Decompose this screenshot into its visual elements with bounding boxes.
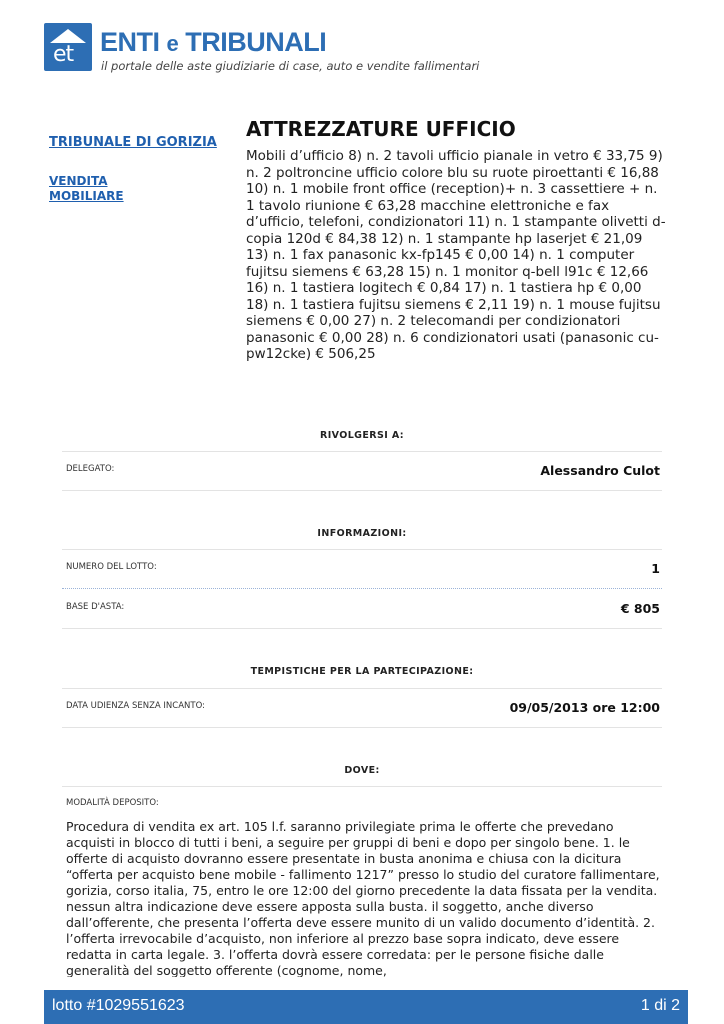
lotto-value: 1 bbox=[651, 561, 660, 576]
category-link[interactable]: VENDITA MOBILIARE bbox=[49, 174, 124, 203]
delegato-value: Alessandro Culot bbox=[540, 463, 660, 478]
udienza-row bbox=[62, 688, 662, 728]
info-heading: INFORMAZIONI: bbox=[317, 528, 407, 539]
where-heading: DOVE: bbox=[344, 765, 380, 776]
base-asta-value: € 805 bbox=[620, 601, 660, 616]
tribunale-link[interactable]: TRIBUNALE DI GORIZIA bbox=[49, 135, 217, 150]
contact-heading: RIVOLGERSI A: bbox=[320, 430, 404, 441]
lotto-label: NUMERO DEL LOTTO: bbox=[66, 562, 157, 572]
page-footer bbox=[44, 990, 688, 1024]
udienza-value: 09/05/2013 ore 12:00 bbox=[509, 700, 660, 715]
logo-title: ENTI e TRIBUNALI bbox=[100, 27, 327, 57]
lotto-row bbox=[62, 549, 662, 589]
delegato-row bbox=[62, 451, 662, 491]
logo-tagline: il portale delle aste giudiziarie di case, auto e vendite fallimentari bbox=[101, 59, 480, 73]
house-icon bbox=[44, 23, 92, 71]
footer-page-number: 1 di 2 bbox=[640, 997, 680, 1014]
deposito-text: Procedura di vendita ex art. 105 l.f. saranno privilegiate prima le offerte che prevedano acquisti in blocco di tutti i beni, a seguire per gruppi di beni e dopo per singolo bene. 1. le offerte di acquisto dovranno essere presentate in busta anonima e chiusa con la dicitura “offerta per acquisto bene mobile - fallimento 1217” presso lo studio del curatore fallimentare, gorizia, corso italia, 75, entro le ore 12:00 del giorno precedente la data fissata per la vendita. nessun altra indicazione deve essere apposta sulla busta. il soggetto, anche diverso dall’offerente, che presenta l’offerta deve essere munito di un valido documento d’identità. 2. l’offerta irrevocabile d’acquisto, non inferiore al prezzo base sopra indicato, deve essere redatta in carta legale. 3. l’offerta dovrà essere corredata: per le persone fisiche dalle generalità del soggetto offerente (cognome, nome, bbox=[66, 819, 660, 977]
footer-lotto-id: lotto #1029551623 bbox=[52, 997, 185, 1014]
lot-description: Mobili d’ufficio 8) n. 2 tavoli ufficio pianale in vetro € 33,75 9) n. 2 poltroncine ufficio colore blu su ruote piroettanti € 16,88 10) n. 1 mobile front office (reception)+ n. 3 cassettiere + n. 1 tavolo riunione € 63,28 macchine elettroniche e fax d’ufficio, telefoni, condizionatori 11) n. 1 stampante olivetti d-copia 120d € 84,38 12) n. 1 stampante hp laserjet € 21,09 13) n. 1 fax panasonic kx-fp145 € 0,00 14) n. 1 computer fujitsu siemens € 63,28 15) n. 1 monitor q-bell l91c € 12,66 16) n. 1 tastiera logitech € 0,84 17) n. 1 tastiera hp € 0,00 18) n. 1 tastiera fujitsu siemens € 2,11 19) n. 1 mouse fujitsu siemens € 0,00 27) n. 2 telecomandi per condizionatori panasonic € 0,00 28) n. 6 condizionatori usati (panasonic cu-pw12cke) € 506,25 bbox=[246, 148, 666, 362]
lot-title: ATTREZZATURE UFFICIO bbox=[246, 117, 516, 141]
base-asta-row bbox=[62, 590, 662, 629]
base-asta-label: BASE D'ASTA: bbox=[66, 602, 125, 612]
logo-icon-text: et bbox=[53, 42, 74, 67]
sidebar bbox=[49, 135, 229, 204]
site-logo[interactable] bbox=[44, 23, 480, 79]
deposito-label: MODALITÀ DEPOSITO: bbox=[66, 798, 159, 808]
delegato-label: DELEGATO: bbox=[66, 464, 115, 474]
timing-heading: TEMPISTICHE PER LA PARTECIPAZIONE: bbox=[250, 666, 474, 677]
where-divider bbox=[62, 786, 662, 787]
udienza-label: DATA UDIENZA SENZA INCANTO: bbox=[66, 701, 205, 711]
